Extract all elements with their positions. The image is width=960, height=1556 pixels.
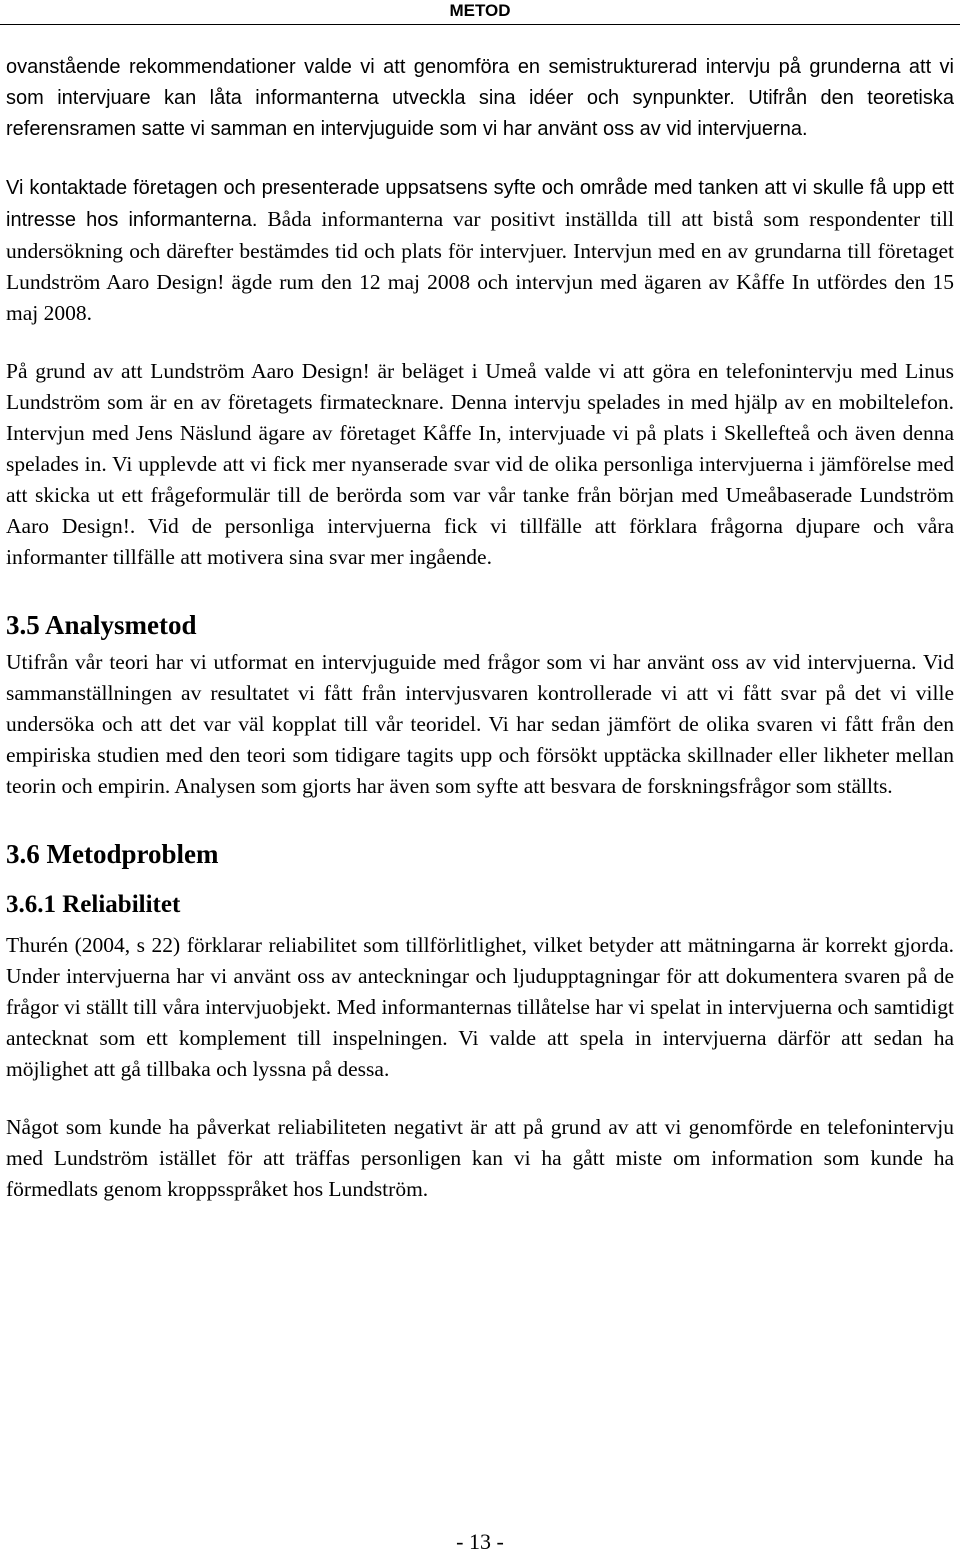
page-number: - 13 -: [456, 1529, 504, 1554]
header-rule: [0, 24, 960, 25]
running-header: METOD: [449, 1, 511, 20]
heading-reliabilitet: 3.6.1 Reliabilitet: [6, 891, 181, 918]
heading-analysmetod: 3.5 Analysmetod: [6, 610, 197, 640]
paragraph-reliability-issue: Något som kunde ha påverkat reliabiliteten negativt är att på grund av att vi genomförde en telefonintervju med Lundström istället för att träffas personligen kan vi ha gått miste om information som kunde ha förmedlats genom kroppsspråket hos Lundström.: [6, 1115, 954, 1201]
paragraph-interview-method: ovanstående rekommendationer valde vi att genomföra en semistrukturerad intervju på grunderna att vi som intervjuare kan låta informanterna utveckla sina idéer och synpunkter. Utifrån den teoretiska referensramen satte vi samman en intervjuguide som vi har använt oss av vid intervjuerna.: [6, 56, 954, 140]
paragraph-analysis-method: Utifrån vår teori har vi utformat en intervjuguide med frågor som vi har använt oss av vid intervjuerna. Vid sammanställningen av resultatet vi fått från intervjusvaren kontrollerade vi att vi fått svar på det vi ville undersöka och att det var väl kopplat till vår teoridel. Vi har sedan jämfört de olika svaren vi fått från den empiriska studien med den teori som tidigare tagits upp och försökt upptäcka skillnader eller likheter mellan teorin och empirin. Analysen som gjorts har även som syfte att besvara de forskningsfrågor som ställts.: [6, 650, 954, 798]
paragraph-telephone-interview: På grund av att Lundström Aaro Design! är beläget i Umeå valde vi att göra en telefonintervju med Linus Lundström som är en av företagets firmatecknare. Denna intervju spelades in med hjälp av en mobiltelefon. Intervjun med Jens Näslund ägare av företaget Kåffe In, intervjuade vi på plats i Skellefteå och även denna spelades in. Vi upplevde att vi fick mer nyanserade svar vid de olika personliga intervjuerna i jämförelse med att skicka ut ett frågeformulär till de berörda som var vår tanke från början med Umeåbaserade Lundström Aaro Design!. Vid de personliga intervjuerna fick vi tillfälle att förklara frågorna djupare och våra informanter tillfälle att motivera sina svar mer ingående.: [6, 359, 954, 569]
paragraph-contact-lead: Vi kontaktade företagen och presenterade uppsatsens syfte och område med tanken att vi skulle få upp ett intresse hos informanterna.: [6, 177, 954, 231]
heading-metodproblem: 3.6 Metodproblem: [6, 839, 219, 869]
page-content: [6, 52, 954, 1205]
paragraph-contact-companies: [6, 172, 954, 329]
paragraph-contact-rest: Båda informanterna var positivt inställda till att bistå som respondenter till undersökning och därefter bestämdes tid och plats för intervjuer. Intervjun med en av grundarna till företaget Lundström Aaro Design! ägde rum den 12 maj 2008 och intervjun med ägaren av Kåffe In utfördes den 15 maj 2008.: [6, 207, 954, 325]
paragraph-reliability: Thurén (2004, s 22) förklarar reliabilitet som tillförlitlighet, vilket betyder att mätningarna är korrekt gjorda. Under intervjuerna har vi använt oss av anteckningar och ljudupptagningar för att dokumentera svaren på de frågor vi ställt till våra intervjuobjekt. Med informanternas tillåtelse har vi spelat in intervjuerna och samtidigt antecknat som ett komplement till inspelningen. Vi valde att spela in intervjuerna därför att sedan ha möjlighet att gå tillbaka och lyssna på dessa.: [6, 933, 954, 1081]
